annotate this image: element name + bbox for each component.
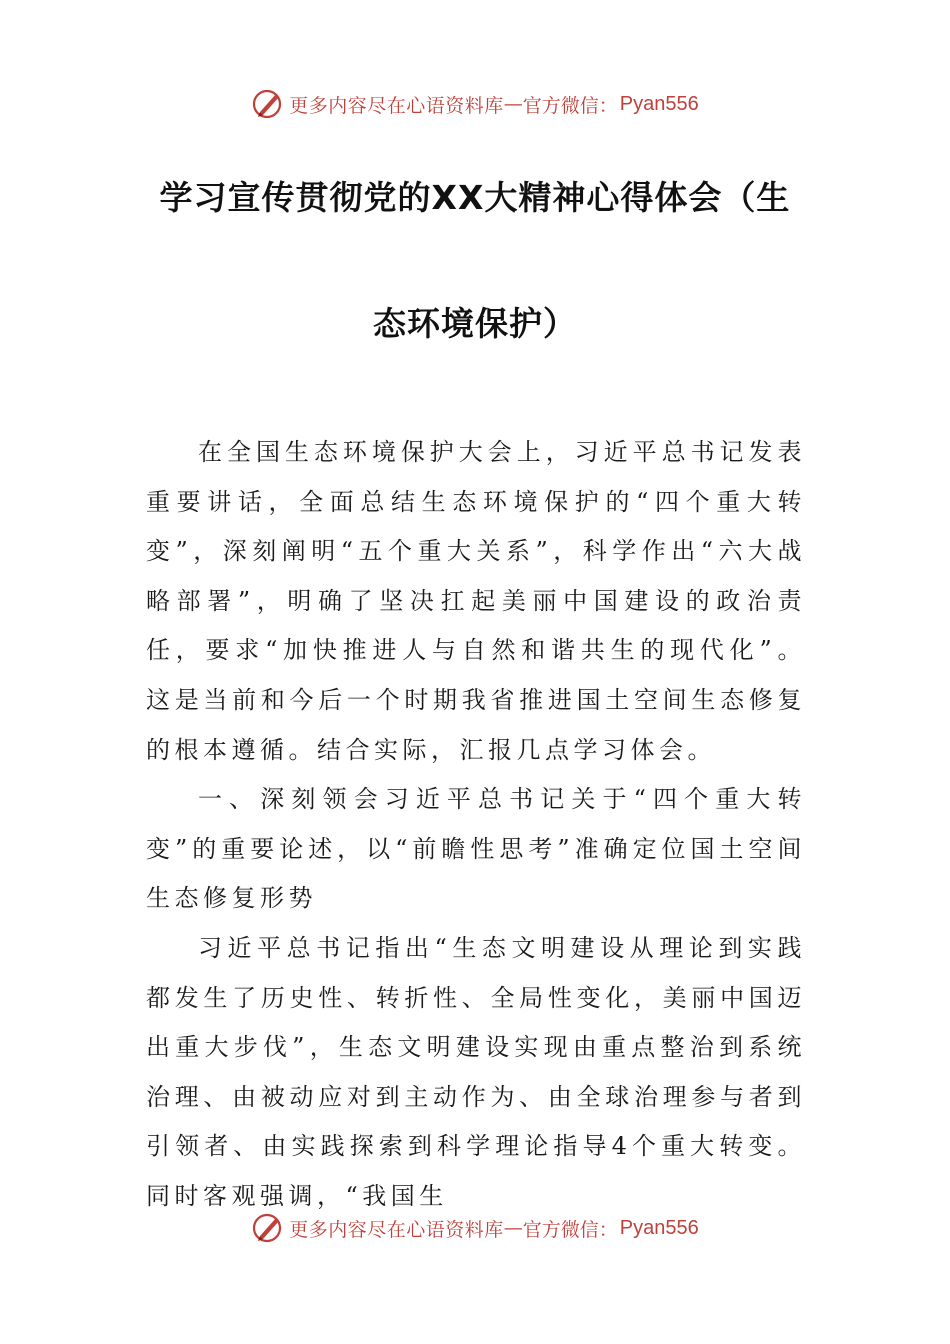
document-title-line-2: 态环境保护） [373,304,577,343]
document-body [146,428,806,1222]
footer-banner [0,1208,950,1248]
document-title-line-1: 学习宣传贯彻党的XX大精神心得体会（生 [159,178,791,217]
banner-wechat-label: 官方微信： [522,1218,618,1241]
banner-text: 更多内容尽在心语资料库 [289,94,504,117]
banner-wechat-label: 官方微信： [522,94,618,117]
banner-dash: — [503,1217,523,1239]
banner-text: 更多内容尽在心语资料库 [289,1218,504,1241]
body-paragraph-intro: 在全国生态环境保护大会上，习近平总书记发表重要讲话，全面总结生态环境保护的“四个重大转变”，深刻阐明“五个重大关系”，科学作出“六大战略部署”，明确了坚决扛起美丽中国建设的政治责任，要求“加快推进人与自然和谐共生的现代化”。这是当前和今后一个时期我省推进国土空间生态修复的根本遵循。结合实际，汇报几点学习体会。 [146,438,806,764]
header-banner [0,84,950,124]
pen-logo-icon [251,1211,285,1245]
banner-dash: — [503,93,523,115]
banner-wechat-id: Pyan556 [619,1216,699,1239]
pen-logo-icon [251,87,285,121]
body-paragraph-2: 习近平总书记指出“生态文明建设从理论到实践都发生了历史性、转折性、全局性变化，美丽中国迈出重大步伐”，生态文明建设实现由重点整治到系统治理、由被动应对到主动作为、由全球治理参与者到引领者、由实践探索到科学理论指导4个重大转变。同时客观强调，“我国生 [146,933,806,1210]
banner-wechat-id: Pyan556 [619,92,699,115]
section-heading-1: 一、深刻领会习近平总书记关于“四个重大转变”的重要论述，以“前瞻性思考”准确定位国土空间生态修复形势 [146,785,806,913]
